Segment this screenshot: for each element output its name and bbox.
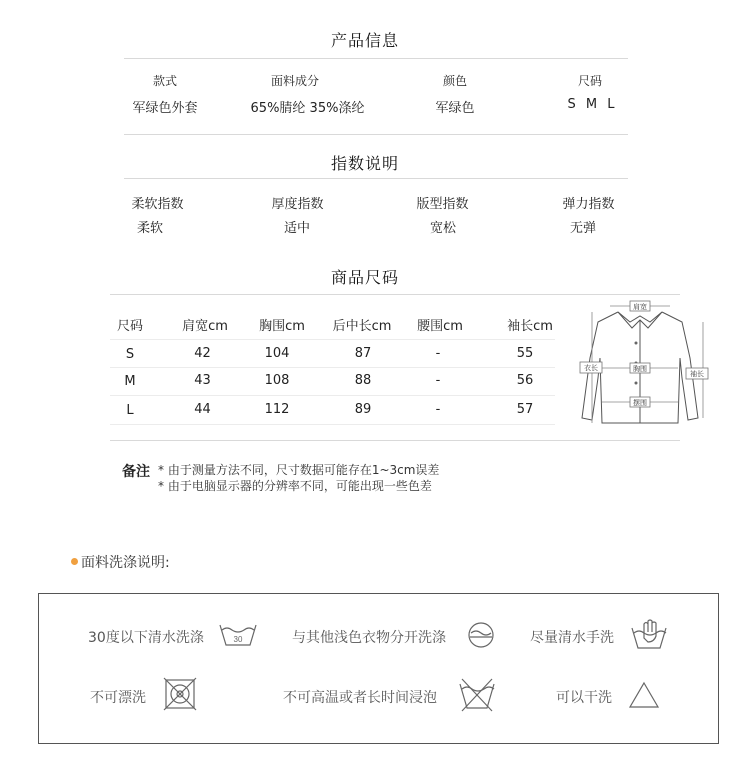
table-cell: - [435, 373, 441, 388]
sleeve-header: 袖长cm [507, 319, 553, 334]
table-cell: 43 [194, 373, 211, 388]
table-cell: 42 [194, 346, 211, 361]
size-info-title: 商品尺码 [330, 268, 399, 287]
care-bullet-icon [71, 558, 78, 565]
care-text-wash-30: 30度以下清水洗涤 [88, 630, 204, 646]
product-fabric-value: 65%腈纶 35%涤纶 [250, 101, 365, 116]
product-fabric-label: 面料成分 [270, 74, 319, 88]
product-size-label: 尺码 [577, 74, 602, 88]
divider [124, 134, 628, 135]
separate-wash-icon [466, 620, 496, 650]
size-header: 尺码 [116, 319, 143, 334]
care-text-hand-wash: 尽量清水手洗 [530, 630, 614, 646]
hand-wash-icon [630, 618, 668, 650]
product-color-value: 军绿色 [435, 101, 475, 116]
table-cell: 89 [354, 402, 372, 417]
divider [110, 440, 680, 441]
product-style-label: 款式 [152, 74, 177, 88]
svg-text:30: 30 [233, 635, 243, 644]
table-cell: 88 [354, 373, 372, 388]
diagram-label-hem: 摆围 [633, 400, 647, 407]
table-cell: S [125, 347, 135, 362]
care-text-separate-wash: 与其他浅色衣物分开洗涤 [292, 630, 446, 646]
product-info-title: 产品信息 [330, 31, 399, 50]
remark-line: * 由于测量方法不同，尺寸数据可能存在1~3cm误差 [158, 463, 440, 477]
diagram-label-shoulder: 肩宽 [633, 304, 647, 311]
no-soak-icon [458, 676, 496, 712]
elasticity-label: 弹力指数 [562, 197, 615, 212]
shirt-measurement-diagram [570, 298, 710, 433]
diagram-label-chest: 胸围 [633, 366, 647, 373]
chest-header: 胸围cm [259, 319, 305, 334]
softness-value: 柔软 [136, 221, 163, 236]
divider [124, 178, 628, 179]
table-cell: 57 [516, 402, 534, 417]
care-text-no-soak: 不可高温或者长时间浸泡 [283, 690, 437, 706]
thickness-label: 厚度指数 [271, 197, 324, 212]
table-cell: 44 [194, 402, 211, 417]
dry-clean-icon [628, 680, 660, 710]
elasticity-value: 无弹 [569, 221, 596, 236]
table-cell: L [126, 403, 134, 418]
care-text-dry-clean: 可以干洗 [556, 690, 612, 706]
product-color-label: 颜色 [442, 74, 467, 88]
table-cell: - [435, 346, 441, 361]
fit-value: 宽松 [429, 221, 456, 236]
no-bleach-icon [163, 677, 197, 711]
care-text-no-bleach: 不可漂洗 [90, 690, 146, 706]
table-cell: 108 [264, 373, 290, 388]
row-divider [110, 395, 555, 396]
care-instructions-box [38, 593, 719, 744]
row-divider [110, 424, 555, 425]
shoulder-header: 肩宽cm [182, 319, 228, 334]
length-header: 后中长cm [332, 319, 392, 334]
remark-line: * 由于电脑显示器的分辨率不同，可能出现一些色差 [158, 479, 432, 493]
diagram-label-length: 衣长 [584, 365, 598, 372]
table-cell: 112 [264, 402, 290, 417]
row-divider [110, 367, 555, 368]
care-title: 面料洗涤说明: [81, 555, 170, 571]
table-cell: 56 [516, 373, 534, 388]
wash-30-icon [218, 621, 258, 649]
divider [124, 58, 628, 59]
remarks-label: 备注 [122, 465, 150, 480]
waist-header: 腰围cm [417, 319, 463, 334]
table-cell: 104 [264, 346, 290, 361]
divider [110, 294, 680, 295]
table-cell: 87 [354, 346, 372, 361]
table-cell: - [435, 402, 441, 417]
product-size-value: S M L [567, 97, 618, 112]
thickness-value: 适中 [283, 221, 310, 236]
index-info-title: 指数说明 [330, 154, 399, 173]
fit-label: 版型指数 [416, 197, 469, 212]
row-divider [110, 339, 555, 340]
product-style-value: 军绿色外套 [132, 101, 198, 116]
softness-label: 柔软指数 [131, 197, 184, 212]
table-cell: M [124, 374, 136, 389]
diagram-label-sleeve: 袖长 [690, 371, 704, 378]
table-cell: 55 [516, 346, 534, 361]
